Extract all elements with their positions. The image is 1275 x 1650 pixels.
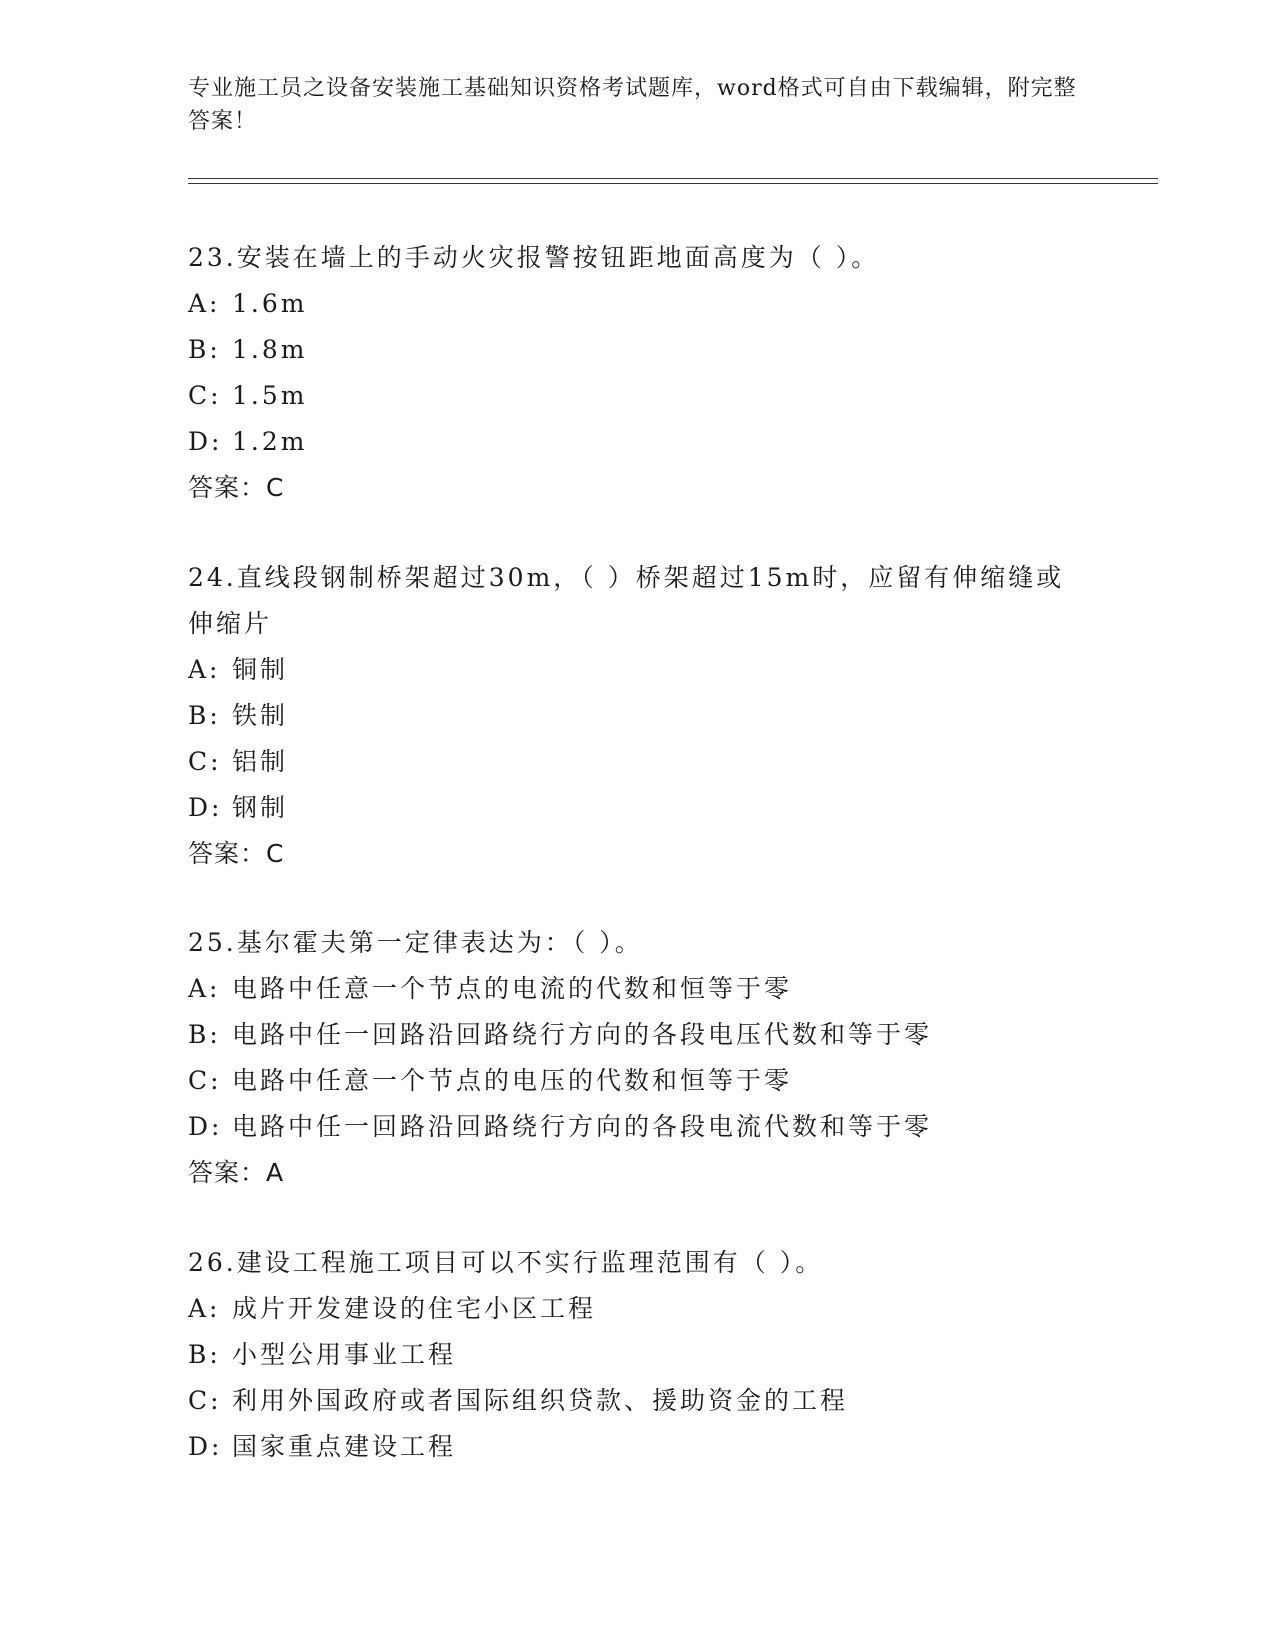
option-text: 利用外国政府或者国际组织贷款、援助资金的工程 <box>232 1386 849 1415</box>
answer-line: 答案：C <box>188 839 285 868</box>
option-a <box>188 647 1088 693</box>
question-25 <box>188 920 1088 1196</box>
option-key: A: <box>188 1294 221 1323</box>
option-key: D: <box>188 427 223 456</box>
answer-line: 答案：A <box>188 1158 285 1187</box>
option-text: 1.2m <box>232 427 308 456</box>
option-key: A: <box>188 974 221 1003</box>
option-key: C: <box>188 747 222 776</box>
option-key: B: <box>188 1020 221 1049</box>
option-text: 铜制 <box>232 655 289 684</box>
question-stem: 26.建设工程施工项目可以不实行监理范围有（ ）。 <box>188 1248 824 1277</box>
option-key: D: <box>188 1432 223 1461</box>
option-b <box>188 693 1088 739</box>
option-a <box>188 966 1088 1012</box>
option-text: 1.5m <box>232 381 308 410</box>
question-24 <box>188 555 1088 877</box>
option-text: 1.6m <box>232 289 308 318</box>
option-text: 小型公用事业工程 <box>232 1340 457 1369</box>
question-23 <box>188 235 1088 511</box>
option-c <box>188 1378 1088 1424</box>
option-text: 1.8m <box>232 335 308 364</box>
option-text: 电路中任一回路沿回路绕行方向的各段电压代数和等于零 <box>232 1020 933 1049</box>
option-key: A: <box>188 655 221 684</box>
option-c <box>188 373 1088 419</box>
option-key: C: <box>188 1386 222 1415</box>
option-text: 电路中任意一个节点的电压的代数和恒等于零 <box>232 1066 793 1095</box>
option-d <box>188 1424 1088 1470</box>
option-a <box>188 281 1088 327</box>
question-stem: 23.安装在墙上的手动火灾报警按钮距地面高度为（ ）。 <box>188 243 880 272</box>
header-rule-top <box>188 178 1158 179</box>
option-d <box>188 419 1088 465</box>
answer-line: 答案：C <box>188 473 285 502</box>
question-26 <box>188 1240 1088 1470</box>
option-key: B: <box>188 335 221 364</box>
option-b <box>188 1332 1088 1378</box>
option-text: 国家重点建设工程 <box>232 1432 457 1461</box>
option-a <box>188 1286 1088 1332</box>
option-text: 成片开发建设的住宅小区工程 <box>232 1294 597 1323</box>
option-text: 电路中任一回路沿回路绕行方向的各段电流代数和等于零 <box>232 1112 933 1141</box>
document-header: 专业施工员之设备安装施工基础知识资格考试题库，word格式可自由下载编辑，附完整答案！ <box>188 76 1077 134</box>
option-key: B: <box>188 1340 221 1369</box>
option-b <box>188 1012 1088 1058</box>
option-b <box>188 327 1088 373</box>
header-rule-bottom <box>188 183 1158 184</box>
question-stem: 25.基尔霍夫第一定律表达为：（ ）。 <box>188 928 643 957</box>
option-c <box>188 1058 1088 1104</box>
option-text: 电路中任意一个节点的电流的代数和恒等于零 <box>232 974 793 1003</box>
option-text: 铁制 <box>232 701 289 730</box>
option-d <box>188 1104 1088 1150</box>
option-c <box>188 739 1088 785</box>
option-key: C: <box>188 381 222 410</box>
option-key: B: <box>188 701 221 730</box>
option-key: D: <box>188 793 223 822</box>
option-text: 铝制 <box>232 747 289 776</box>
option-key: D: <box>188 1112 223 1141</box>
option-key: A: <box>188 289 221 318</box>
option-d <box>188 785 1088 831</box>
question-stem: 24.直线段钢制桥架超过30m，（ ）桥架超过15m时，应留有伸缩缝或伸缩片 <box>188 563 1065 638</box>
option-key: C: <box>188 1066 222 1095</box>
option-text: 钢制 <box>232 793 289 822</box>
